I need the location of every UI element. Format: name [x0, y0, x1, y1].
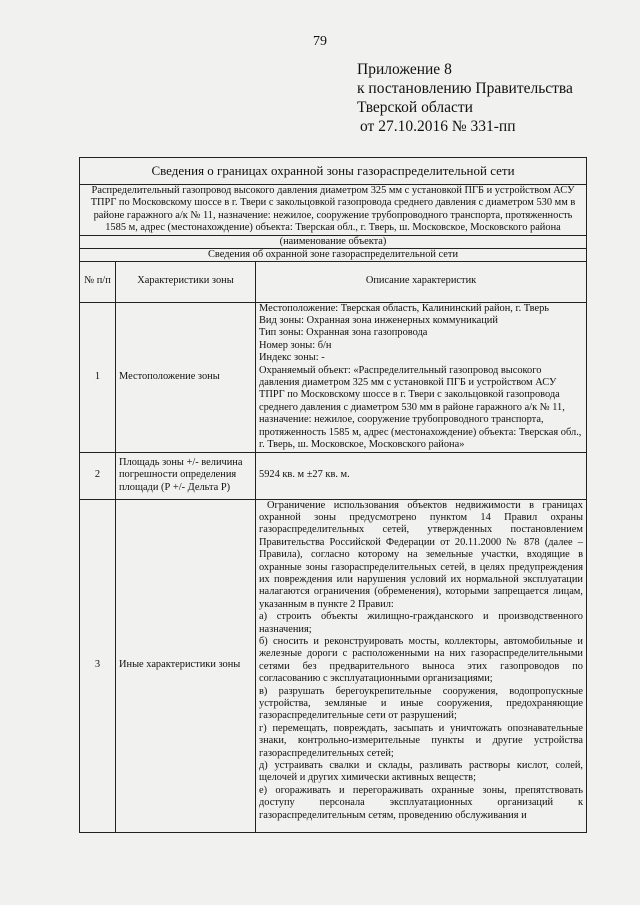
row-description: [256, 499, 587, 832]
row-description: [256, 302, 587, 452]
header-characteristic: Характеристики зоны: [116, 261, 256, 302]
description-paragraph: г) перемещать, повреждать, засыпать и уничтожать опознавательные знаки, контрольно-измерительные пункты и другие устройства газораспределительных сетей;: [259, 722, 583, 759]
table-title: Сведения о границах охранной зоны газораспределительной сети: [80, 158, 587, 185]
table-row: [80, 452, 587, 499]
row-num: 1: [80, 302, 116, 452]
row-characteristic: Иные характеристики зоны: [116, 499, 256, 832]
description-paragraph: а) строить объекты жилищно-гражданского и производственного назначения;: [259, 611, 583, 635]
header-description: Описание характеристик: [256, 261, 587, 302]
description-paragraph: д) устраивать свалки и склады, разливать растворы кислот, солей, щелочей и других химически активных веществ;: [259, 760, 583, 784]
description-paragraph: е) огораживать и перегораживать охранные зоны, препятствовать доступу персонала эксплуатационных организаций к газораспределительным сетям, проведению обслуживания и: [259, 784, 583, 821]
description-paragraph: в) разрушать берегоукрепительные сооружения, водопропускные устройства, земляные и иные сооружения, предохраняющие газораспределительные сети от разрушений;: [259, 685, 583, 722]
zone-info-table: [79, 157, 587, 833]
table-row: [80, 499, 587, 832]
row-num: 2: [80, 452, 116, 499]
appendix-line-3: Тверской области: [357, 99, 473, 116]
description-line: Номер зоны: б/н: [259, 339, 332, 351]
page-number: 79: [313, 34, 327, 49]
appendix-line-2: к постановлению Правительства: [357, 80, 573, 97]
row-characteristic: Площадь зоны +/- величина погрешности определения площади (Р +/- Дельта Р): [116, 452, 256, 499]
row-num: 3: [80, 499, 116, 832]
description-line: Индекс зоны: -: [259, 352, 325, 364]
section-title: Сведения об охранной зоне газораспределительной сети: [80, 248, 587, 261]
appendix-line-1: Приложение 8: [357, 61, 452, 78]
table-row: [80, 302, 587, 452]
object-caption: (наименование объекта): [80, 235, 587, 248]
description-line: Охраняемый объект: «Распределительный газопровод высокого давления диаметром 325 мм с установкой ПГБ и устройством АСУ ТПРГ по Московскому шоссе в г. Твери с закольцовкой газопровода среднего давления с диаметром 530 мм в районе гаражного а/к № 11, назначение: нежилое, сооружение трубопроводного транспорта, протяженность 1585 м, адрес (местонахождение) объекта: Тверская обл., г. Тверь, ш. Московское, Московского района»: [259, 364, 582, 451]
header-num: № п/п: [80, 261, 116, 302]
description-line: Местоположение: Тверская область, Калининский район, г. Тверь: [259, 302, 550, 314]
row-description: 5924 кв. м ±27 кв. м.: [256, 452, 587, 499]
appendix-header: [357, 60, 573, 136]
appendix-line-4: от 27.10.2016 № 331-пп: [360, 118, 516, 135]
description-line: Тип зоны: Охранная зона газопровода: [259, 327, 428, 339]
description-paragraph: Ограничение использования объектов недвижимости в границах охранной зоны предусмотрено пунктом 14 Правил охраны газораспределительных сетей, утвержденных постановлением Правительства Российской Федерации от 20.11.2000 № 878 (далее – Правила), согласно которому на земельные участки, входящие в охранные зоны газораспределительных сетей, в целях предупреждения их повреждения или нарушения условий их нормальной эксплуатации налагаются ограничения (обременения), которыми запрещается лицам, указанным в пункте 2 Правил:: [259, 499, 583, 610]
object-description: Распределительный газопровод высокого давления диаметром 325 мм с установкой ПГБ и устройством АСУ ТПРГ по Московскому шоссе в г. Твери с закольцовкой газопровода среднего давления с диаметром 530 мм в районе гаражного а/к № 11, назначение: нежилое, сооружение трубопроводного транспорта, протяженность 1585 м, адрес (местонахождение) объекта: Тверская обл., г. Тверь, ш. Московское, Московского района: [80, 185, 587, 236]
description-paragraph: б) сносить и реконструировать мосты, коллекторы, автомобильные и железные дороги с расположенными на них газораспределительными сетями без предварительного выноса этих газопроводов по согласованию с эксплуатационными организациями;: [259, 635, 583, 685]
row-characteristic: Местоположение зоны: [116, 302, 256, 452]
description-line: Вид зоны: Охранная зона инженерных коммуникаций: [259, 315, 498, 327]
